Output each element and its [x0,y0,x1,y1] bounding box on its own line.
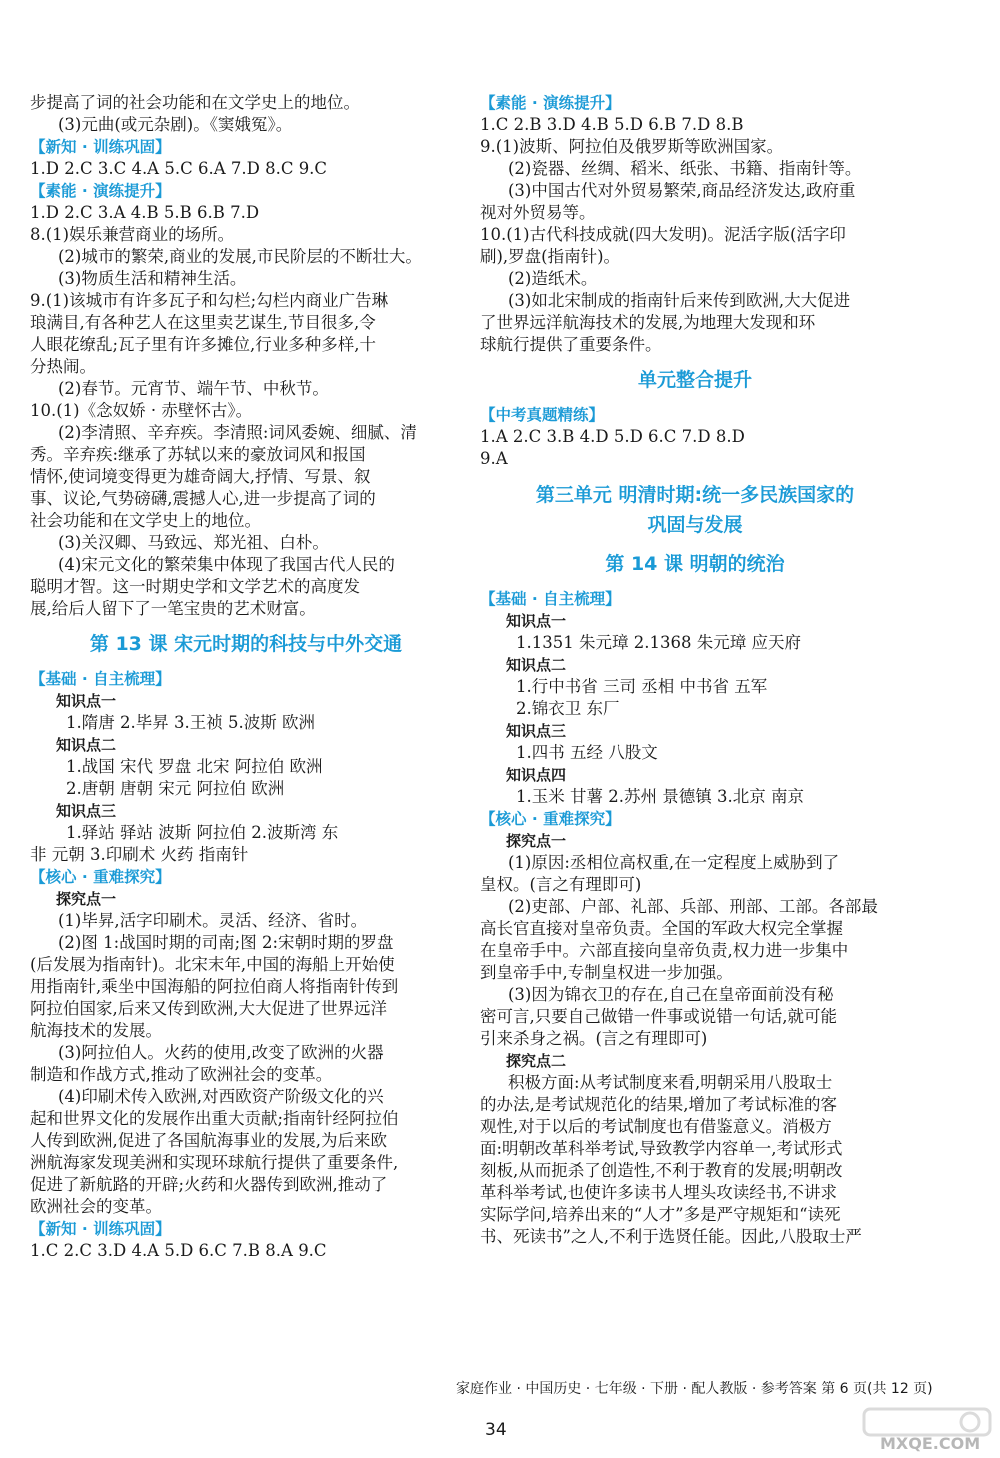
answer-line: 刻板,从而扼杀了创造性,不利于教育的发展;明朝改 [480,1161,843,1180]
answer-line: 了世界远洋航海技术的发展,为地理大发现和环 [480,313,816,332]
section-heading: 【基础 · 自主梳理】 [480,590,621,608]
answer-line: 球航行提供了重要条件。 [480,335,662,354]
answer-line: 面:明朝改革科举考试,导致教学内容单一,考试形式 [480,1139,843,1158]
answer-line: 视对外贸易等。 [480,203,596,222]
right-column [480,92,910,1248]
page-number: 34 [485,1420,507,1440]
answer-line: 用指南针,乘坐中国海船的阿拉伯商人将指南针传到 [30,977,399,996]
answer-line: (4)宋元文化的繁荣集中体现了我国古代人民的 [58,555,395,574]
knowledge-point-label: 知识点四 [506,766,567,784]
unit-title: 巩固与发展 [647,514,743,536]
answer-line: 聪明才智。这一时期史学和文学艺术的高度发 [30,577,360,596]
answer-line: (后发展为指南针)。北宋末年,中国的海船上开始使 [30,955,395,974]
answer-line: 1.C 2.B 3.D 4.B 5.D 6.B 7.D 8.B [480,115,744,134]
knowledge-point-label: 知识点一 [56,692,117,710]
spacer [480,470,910,480]
answer-line: 1.驿站 驿站 波斯 阿拉伯 2.波斯湾 东 [66,823,339,842]
answer-line: 情怀,使词境变得更为雄奇阔大,抒情、写景、叙 [30,467,371,486]
unit-title: 第三单元 明清时期:统一多民族国家的 [535,484,855,506]
answer-line: 1.1351 朱元璋 2.1368 朱元璋 应天府 [516,633,801,652]
answer-line: (3)元曲(或元杂剧)。《窦娥冤》。 [58,115,293,134]
answer-line: 皇权。(言之有理即可) [480,875,642,894]
answer-line: 分热闹。 [30,357,96,376]
section-heading: 【中考真题精练】 [480,406,605,424]
answer-line: 事、议论,气势磅礴,震撼人心,进一步提高了词的 [30,489,376,508]
answer-line: 非 元朝 3.印刷术 火药 指南针 [30,845,249,864]
answer-line: 1.行中书省 三司 丞相 中书省 五军 [516,677,768,696]
answer-line: (3)物质生活和精神生活。 [58,269,247,288]
answer-line: 书、死读书”之人,不利于选贤任能。因此,八股取士严 [480,1227,862,1246]
lesson-title: 第 13 课 宋元时期的科技与中外交通 [89,633,403,655]
answer-line: 观性,对于以后的考试制度也有借鉴意义。消极方 [480,1117,832,1136]
knowledge-point-label: 知识点三 [506,722,567,740]
watermark-text: MXQE.COM [880,1434,981,1453]
knowledge-point-label: 知识点二 [506,656,567,674]
answer-line: 1.A 2.C 3.B 4.D 5.D 6.C 7.D 8.D [480,427,745,446]
answer-line: 洲航海家发现美洲和实现环球航行提供了重要条件, [30,1153,399,1172]
answer-line: 促进了新航路的开辟;火药和火器传到欧洲,推动了 [30,1175,388,1194]
answer-line: 的办法,是考试规范化的结果,增加了考试标准的客 [480,1095,837,1114]
answer-line: (3)因为锦衣卫的存在,自己在皇帝面前没有秘 [508,985,834,1004]
lesson-title: 第 14 课 明朝的统治 [605,553,785,575]
answer-line: 刷),罗盘(指南针)。 [480,247,621,266]
section-heading: 【新知 · 训练巩固】 [30,1220,171,1238]
answer-line: 10.(1)古代科技成就(四大发明)。泥活字版(活字印 [480,225,846,244]
section-heading: 【新知 · 训练巩固】 [30,138,171,156]
section-heading: 【素能 · 演练提升】 [480,94,621,112]
answer-line: (2)图 1:战国时期的司南;图 2:宋朝时期的罗盘 [58,933,394,952]
answer-line: 秀。辛弃疾:继承了苏轼以来的豪放词风和报国 [30,445,366,464]
answer-line: 1.玉米 甘薯 2.苏州 景德镇 3.北京 南京 [516,787,804,806]
answer-line: 到皇帝手中,专制皇权进一步加强。 [480,963,733,982]
knowledge-point-label: 探究点二 [506,1052,567,1070]
answer-line: 航海技术的发展。 [30,1021,162,1040]
left-column [30,92,462,1262]
answer-line: (3)中国古代对外贸易繁荣,商品经济发达,政府重 [508,181,856,200]
answer-line: (1)毕昇,活字印刷术。灵活、经济、省时。 [58,911,368,930]
answer-line: 琅满目,有各种艺人在这里卖艺谋生,节目很多,令 [30,313,376,332]
answer-line: 实际学问,培养出来的“人才”多是严守规矩和“读死 [480,1205,841,1224]
section-heading: 【基础 · 自主梳理】 [30,670,171,688]
answer-line: 1.战国 宋代 罗盘 北宋 阿拉伯 欧洲 [66,757,323,776]
answer-line: 2.唐朝 唐朝 宋元 阿拉伯 欧洲 [66,779,285,798]
answer-line: 步提高了词的社会功能和在文学史上的地位。 [30,93,360,112]
answer-line: 10.(1)《念奴娇 · 赤壁怀古》。 [30,401,253,420]
answer-line: 9.(1)波斯、阿拉伯及俄罗斯等欧洲国家。 [480,137,784,156]
answer-line: 1.隋唐 2.毕昇 3.王祯 5.波斯 欧洲 [66,713,315,732]
answer-line: (3)关汉卿、马致远、郑光祖、白朴。 [58,533,329,552]
answer-line: 8.(1)娱乐兼营商业的场所。 [30,225,235,244]
answer-line: 社会功能和在文学史上的地位。 [30,511,261,530]
answer-line: 高长官直接对皇帝负责。全国的军政大权完全掌握 [480,919,843,938]
answer-line: (1)原因:丞相位高权重,在一定程度上威胁到了 [508,853,840,872]
answer-line: 人眼花缭乱;瓦子里有许多摊位,行业多种多样,十 [30,335,377,354]
answer-line: 欧洲社会的变革。 [30,1197,162,1216]
knowledge-point-label: 探究点一 [506,832,567,850]
knowledge-point-label: 探究点一 [56,890,117,908]
answer-line: 积极方面:从考试制度来看,明朝采用八股取士 [508,1073,833,1092]
lesson-title: 单元整合提升 [637,369,752,391]
answer-line: 9.A [480,449,508,468]
answer-line: (2)造纸术。 [508,269,598,288]
answer-line: 引来杀身之祸。(言之有理即可) [480,1029,708,1048]
section-heading: 【核心 · 重难探究】 [30,868,171,886]
answer-line: 在皇帝手中。六部直接向皇帝负责,权力进一步集中 [480,941,849,960]
answer-line: (2)春节。元宵节、端午节、中秋节。 [58,379,329,398]
answer-line: 2.锦衣卫 东厂 [516,699,620,718]
answer-line: 1.D 2.C 3.C 4.A 5.C 6.A 7.D 8.C 9.C [30,159,328,178]
answer-line: (4)印刷术传入欧洲,对西欧资产阶级文化的兴 [58,1087,384,1106]
answer-line: (2)城市的繁荣,商业的发展,市民阶层的不断壮大。 [58,247,422,266]
section-heading: 【素能 · 演练提升】 [30,182,171,200]
answer-line: 密可言,只要自己做错一件事或说错一句话,就可能 [480,1007,837,1026]
answer-line: 制造和作战方式,推动了欧洲社会的变革。 [30,1065,333,1084]
answer-line: 起和世界文化的发展作出重大贡献;指南针经阿拉伯 [30,1109,399,1128]
knowledge-point-label: 知识点二 [56,736,117,754]
answer-line: 展,给后人留下了一笔宝贵的艺术财富。 [30,599,316,618]
answer-line: (3)阿拉伯人。火药的使用,改变了欧洲的火器 [58,1043,384,1062]
knowledge-point-label: 知识点三 [56,802,117,820]
answer-line: (3)如北宋制成的指南针后来传到欧洲,大大促进 [508,291,851,310]
answer-line: 革科举考试,也使许多读书人埋头攻读经书,不讲求 [480,1183,837,1202]
answer-line: 1.D 2.C 3.A 4.B 5.B 6.B 7.D [30,203,260,222]
answer-line: 1.C 2.C 3.D 4.A 5.D 6.C 7.B 8.A 9.C [30,1241,327,1260]
answer-line: 人传到欧洲,促进了各国航海事业的发展,为后来欧 [30,1131,387,1150]
answer-line: (2)吏部、户部、礼部、兵部、刑部、工部。各部最 [508,897,878,916]
footer-text: 家庭作业 · 中国历史 · 七年级 · 下册 · 配人教版 · 参考答案 第 6 页(共 12 页) [456,1381,933,1397]
answer-line: 1.四书 五经 八股文 [516,743,658,762]
answer-line: (2)瓷器、丝绸、稻米、纸张、书籍、指南针等。 [508,159,862,178]
knowledge-point-label: 知识点一 [506,612,567,630]
answer-line: 阿拉伯国家,后来又传到欧洲,大大促进了世界远洋 [30,999,387,1018]
answer-line: (2)李清照、辛弃疾。李清照:词风委婉、细腻、清 [58,423,417,442]
answer-line: 9.(1)该城市有许多瓦子和勾栏;勾栏内商业广告琳 [30,291,389,310]
section-heading: 【核心 · 重难探究】 [480,810,621,828]
